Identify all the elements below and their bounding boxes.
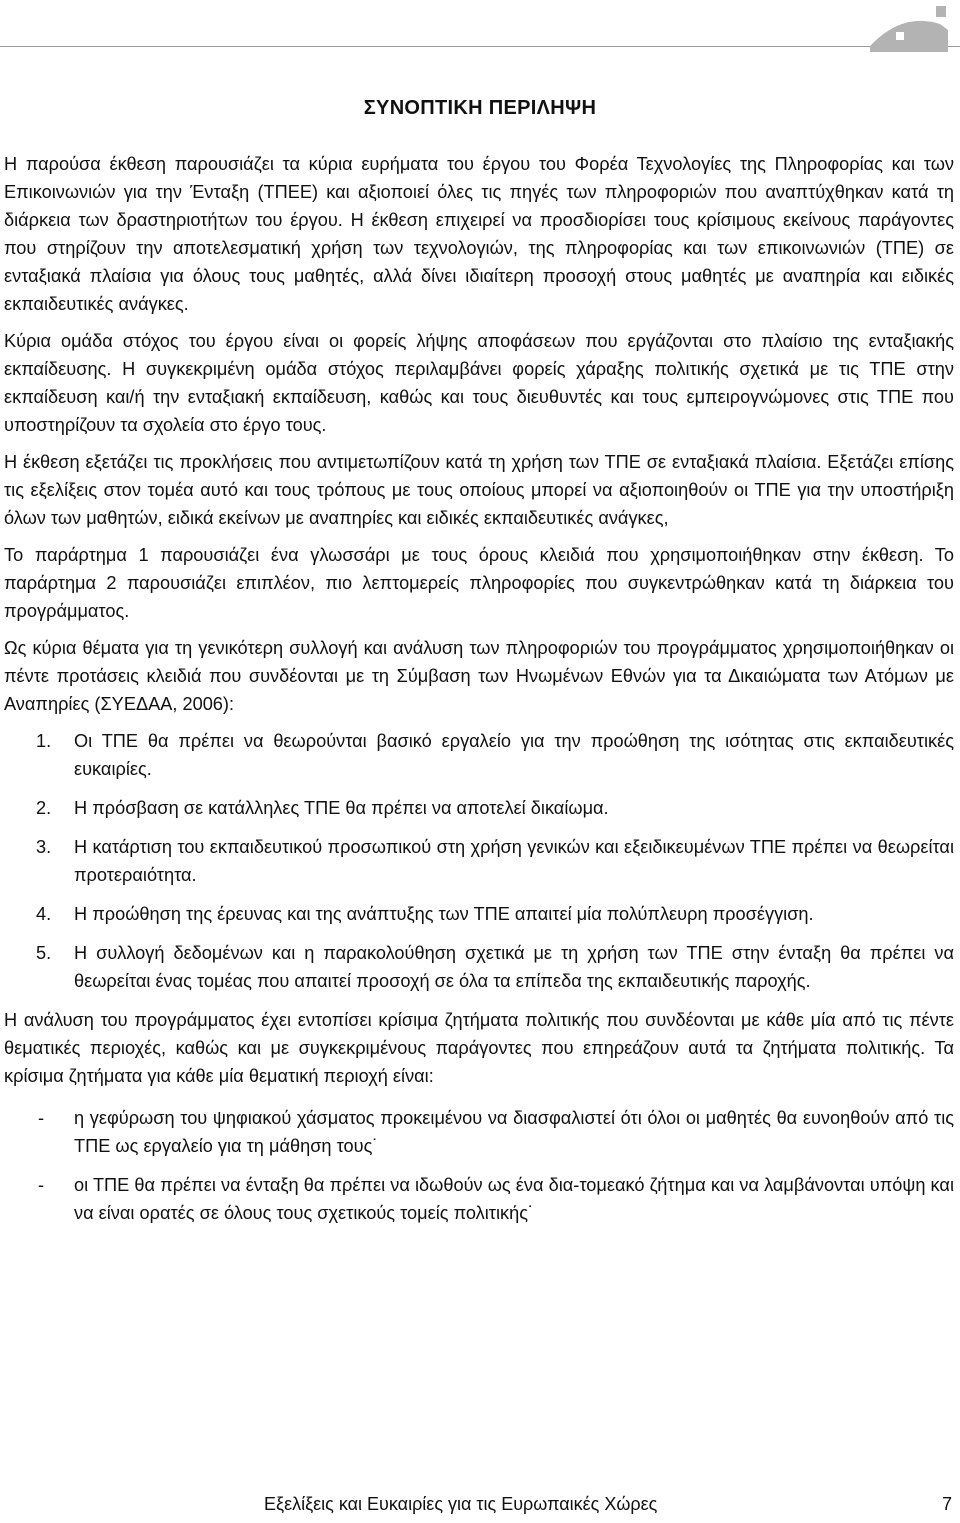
list-item-text: η γεφύρωση του ψηφιακού χάσματος προκειμένου να διασφαλιστεί ότι όλοι οι μαθητές θα ευνοηθούν από τις ΤΠΕ ως εργαλείο για τη μάθηση τους˙ (74, 1108, 954, 1156)
list-item (4, 794, 954, 822)
header-rule (0, 46, 960, 47)
page-footer (0, 1494, 960, 1522)
paragraph-appendices: Το παράρτημα 1 παρουσιάζει ένα γλωσσάρι με τους όρους κλειδιά που χρησιμοποιήθηκαν στην έκθεση. Το παράρτημα 2 παρουσιάζει επιπλέον, πιο λεπτομερείς πληροφορίες που συγκεντρώθηκαν κατά τη διάρκεια του προγράμματος. (4, 545, 954, 621)
list-dash: - (38, 1175, 45, 1195)
list-item (4, 1104, 954, 1160)
numbered-list (4, 727, 954, 995)
list-item-text: Η προώθηση της έρευνας και της ανάπτυξης των ΤΠΕ απαιτεί μία πολύπλευρη προσέγγιση. (74, 904, 814, 924)
dash-list (4, 1104, 954, 1227)
house-logo-icon (862, 0, 960, 52)
paragraph-main-themes: Ως κύρια θέματα για τη γενικότερη συλλογή και ανάλυση των πληροφοριών του προγράμματος χρησιμοποιήθηκαν οι πέντε προτάσεις κλειδιά που συνδέονται με τη Σύμβαση των Ηνωμένων Εθνών για τα Δικαιώματα των Ατόμων με Αναπηρίες (ΣΥΕΔΑΑ, 2006): (4, 638, 954, 714)
list-item-text: Οι ΤΠΕ θα πρέπει να θεωρούνται βασικό εργαλείο για την προώθηση της ισότητας στις εκπαιδευτικές ευκαιρίες. (74, 731, 954, 779)
list-item-text: οι ΤΠΕ θα πρέπει να ένταξη θα πρέπει να ιδωθούν ως ένα δια-τομεακό ζήτημα και να λαμβάνονται υπόψη και να είναι ορατές σε όλους τους σχετικούς τομείς πολιτικής˙ (74, 1175, 954, 1223)
list-item-text: Η συλλογή δεδομένων και η παρακολούθηση σχετικά με τη χρήση των ΤΠΕ στην ένταξη θα πρέπει να θεωρείται ένας τομέας που απαιτεί προσοχή σε όλα τα επίπεδα της εκπαιδευτικής παροχής. (74, 943, 954, 991)
paragraph-target-group: Κύρια ομάδα στόχος του έργου είναι οι φορείς λήψης αποφάσεων που εργάζονται στο πλαίσιο της ενταξιακής εκπαίδευσης. Η συγκεκριμένη ομάδα στόχος περιλαμβάνει φορείς χάραξης πολιτικής σχετικά με τις ΤΠΕ στην εκπαίδευση και/ή την ενταξιακή εκπαίδευση, καθώς και τους διευθυντές και τους εμπειρογνώμονες στις ΤΠΕ που υποστηρίζουν τα σχολεία στο έργο τους. (4, 331, 954, 435)
list-item-text: Η πρόσβαση σε κατάλληλες ΤΠΕ θα πρέπει να αποτελεί δικαίωμα. (74, 798, 609, 818)
list-item (4, 939, 954, 995)
paragraph-intro: Η παρούσα έκθεση παρουσιάζει τα κύρια ευρήματα του έργου του Φορέα Τεχνολογίες της Πληροφορίας και των Επικοινωνιών για την Ένταξη (ΤΠΕΕ) και αξιοποιεί όλες τις πηγές των πληροφοριών που αναπτύχθηκαν κατά τη διάρκεια των δραστηριοτήτων του έργου. Η έκθεση επιχειρεί να προσδιορίσει τους κρίσιμους εκείνους παράγοντες που στηρίζουν την αποτελεσματική χρήση των τεχνολογιών, της πληροφορίας και των επικοινωνιών (ΤΠΕ) σε ενταξιακά πλαίσια για όλους τους μαθητές, αλλά δίνει ιδιαίτερη προσοχή στους μαθητές με αναπηρία και ειδικές εκπαιδευτικές ανάγκες. (4, 154, 954, 314)
footer-title: Εξελίξεις και Ευκαιρίες για τις Ευρωπαικές Χώρες (264, 1494, 658, 1514)
paragraph-analysis: Η ανάλυση του προγράμματος έχει εντοπίσει κρίσιμα ζητήματα πολιτικής που συνδέονται με κάθε μία από τις πέντε θεματικές περιοχές, καθώς και με συγκεκριμένους παράγοντες που επηρεάζουν αυτά τα ζητήματα πολιτικής. Τα κρίσιμα ζητήματα για κάθε μία θεματική περιοχή είναι: (4, 1010, 954, 1086)
list-number: 1. (36, 731, 52, 751)
list-item (4, 1171, 954, 1227)
list-number: 3. (36, 837, 52, 857)
list-item (4, 727, 954, 783)
list-item (4, 833, 954, 889)
list-item (4, 900, 954, 928)
list-dash: - (38, 1108, 45, 1128)
list-number: 5. (36, 943, 52, 963)
paragraph-challenges: Η έκθεση εξετάζει τις προκλήσεις που αντιμετωπίζουν κατά τη χρήση των ΤΠΕ σε ενταξιακά πλαίσια. Εξετάζει επίσης τις εξελίξεις στον τομέα αυτό και τους τρόπους με τους οποίους μπορεί να αξιοποιηθούν οι ΤΠΕ για την υποστήριξη όλων των μαθητών, ειδικά εκείνων με αναπηρίες και ειδικές εκπαιδευτικές ανάγκες, (4, 452, 954, 528)
page-number: 7 (941, 1494, 952, 1514)
page-title: ΣΥΝΟΠΤΙΚΗ ΠΕΡΙΛΗΨΗ (363, 97, 597, 119)
list-number: 2. (36, 798, 52, 818)
document-body (4, 150, 954, 1238)
list-number: 4. (36, 904, 52, 924)
list-item-text: Η κατάρτιση του εκπαιδευτικού προσωπικού στη χρήση γενικών και εξειδικευμένων ΤΠΕ πρέπει να θεωρείται προτεραιότητα. (74, 837, 954, 885)
